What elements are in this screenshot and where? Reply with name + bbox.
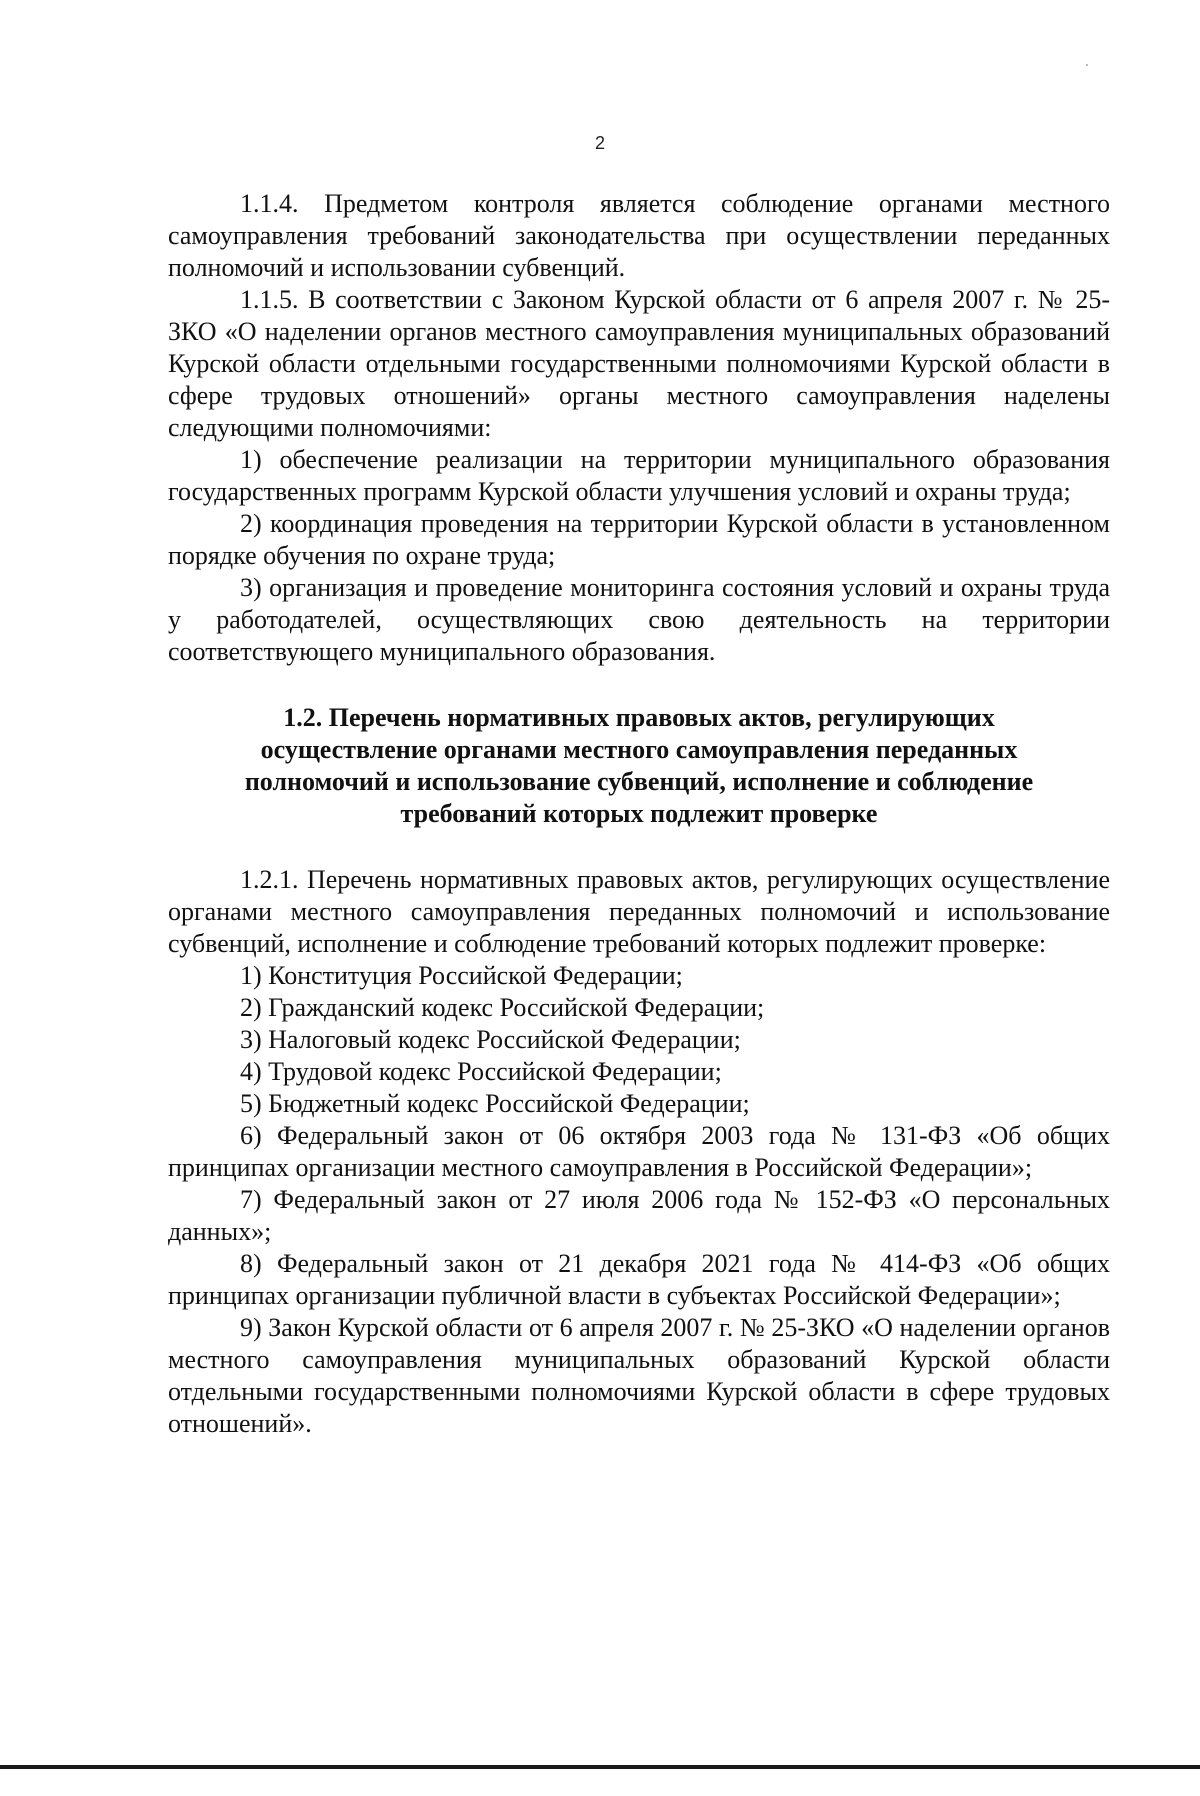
- heading-line: 1.2. Перечень нормативных правовых актов, регулирующих: [283, 703, 995, 732]
- section-heading-1-2: [168, 702, 1110, 830]
- scan-artifact: [1086, 64, 1088, 66]
- page-number: 2: [594, 133, 605, 153]
- act-item: 2) Гражданский кодекс Российской Федерации;: [240, 993, 765, 1022]
- act-item: 5) Бюджетный кодекс Российской Федерации;: [240, 1089, 750, 1118]
- act-item: 7) Федеральный закон от 27 июля 2006 года № 152-ФЗ «О персональных данных»;: [168, 1185, 1110, 1246]
- power-item: 2) координация проведения на территории Курской области в установленном порядке обучения по охране труда;: [168, 509, 1110, 570]
- act-item: 4) Трудовой кодекс Российской Федерации;: [240, 1057, 722, 1086]
- act-item: 9) Закон Курской области от 6 апреля 2007 г. № 25-ЗКО «О наделении органов местного самоуправления муниципальных образований Курской области отдельными государственными полномочиями Курской области в сфере трудовых отношений».: [168, 1313, 1110, 1438]
- act-item: 8) Федеральный закон от 21 декабря 2021 года № 414-ФЗ «Об общих принципах организации публичной власти в субъектах Российской Федерации»;: [168, 1249, 1110, 1310]
- act-item: 3) Налоговый кодекс Российской Федерации;: [240, 1025, 741, 1054]
- power-item: 3) организация и проведение мониторинга состояния условий и охраны труда у работодателей, осуществляющих свою деятельность на территории соответствующего муниципального образования.: [168, 573, 1110, 666]
- paragraph-1-1-4: 1.1.4. Предметом контроля является соблюдение органами местного самоуправления требований законодательства при осуществлении переданных полномочий и использовании субвенций.: [168, 189, 1110, 282]
- paragraph-1-2-1: 1.2.1. Перечень нормативных правовых актов, регулирующих осуществление органами местного самоуправления переданных полномочий и использование субвенций, исполнение и соблюдение требований которых подлежит проверке:: [168, 865, 1110, 958]
- heading-line: осуществление органами местного самоуправления переданных: [260, 735, 1018, 764]
- heading-line: требований которых подлежит проверке: [400, 799, 878, 828]
- document-body: [168, 188, 1110, 1440]
- page-bottom-rule: [0, 1765, 1200, 1769]
- paragraph-1-1-5: 1.1.5. В соответствии с Законом Курской области от 6 апреля 2007 г. № 25-ЗКО «О наделении органов местного самоуправления муниципальных образований Курской области отдельными государственными полномочиями Курской области в сфере трудовых отношений» органы местного самоуправления наделены следующими полномочиями:: [168, 285, 1110, 442]
- heading-line: полномочий и использование субвенций, исполнение и соблюдение: [244, 767, 1034, 796]
- act-item: 1) Конституция Российской Федерации;: [240, 961, 683, 990]
- act-item: 6) Федеральный закон от 06 октября 2003 года № 131-ФЗ «Об общих принципах организации местного самоуправления в Российской Федерации»;: [168, 1121, 1110, 1182]
- power-item: 1) обеспечение реализации на территории муниципального образования государственных программ Курской области улучшения условий и охраны труда;: [168, 445, 1110, 506]
